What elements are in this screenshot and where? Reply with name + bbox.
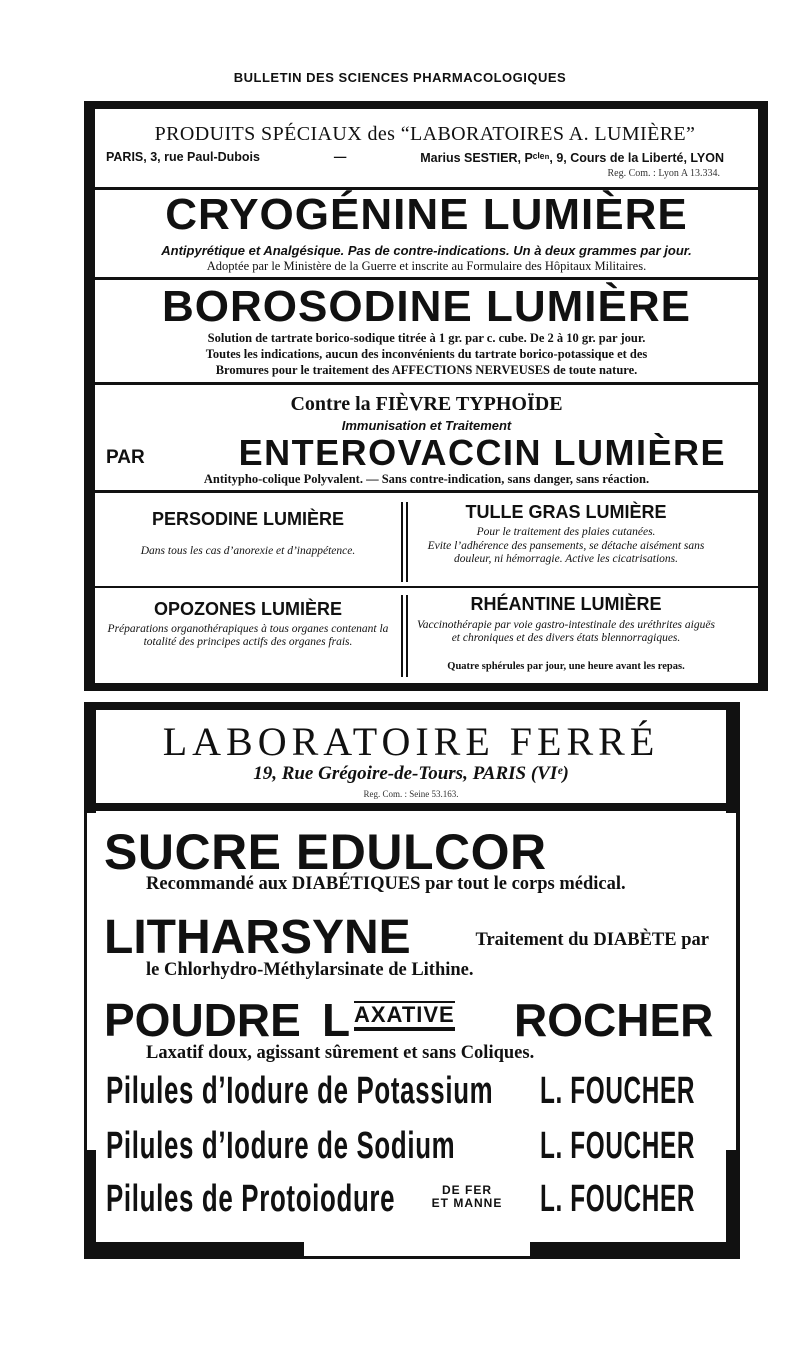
opozones-title: OPOZONES LUMIÈRE <box>153 599 342 619</box>
enterovaccin-subtitle: Antitypho-colique Polyvalent. — Sans contre-indication, sans danger, sans réaction. <box>203 472 650 486</box>
pilules-brand: L. FOUCHER <box>540 1178 696 1220</box>
par-label: PAR <box>106 447 145 468</box>
address-sestier: Marius SESTIER, Pᶜⁱᵉⁿ, 9, Cours de la Liberté, LYON <box>420 151 724 165</box>
fievre-typhoide-line: Contre la FIÈVRE TYPHOÏDE <box>290 393 563 415</box>
pilules-name: Pilules d’Iodure de Potassium <box>106 1070 494 1112</box>
rocher-word: ROCHER <box>514 994 714 1046</box>
pilules-brand-row <box>540 1125 782 1175</box>
frame-bar <box>84 1242 304 1259</box>
sucre-edulcor-desc: Recommandé aux DIABÉTIQUES par tout le corps médical. <box>146 874 626 894</box>
column-divider <box>406 502 408 582</box>
divider <box>95 586 758 588</box>
pilules-brand-row <box>540 1070 782 1120</box>
suffix-de-fer: DE FER <box>441 1183 492 1197</box>
ferre-title: LABORATOIRE FERRÉ <box>162 719 660 764</box>
pilules-name: Pilules d’Iodure de Sodium <box>106 1125 456 1167</box>
tulle-gras-title: TULLE GRAS LUMIÈRE <box>465 502 667 522</box>
ferre-address: 19, Rue Grégoire-de-Tours, PARIS (VIᵉ) <box>253 763 569 784</box>
cryogenine-title: CRYOGÉNINE LUMIÈRE <box>165 190 688 239</box>
rheantine-title: RHÉANTINE LUMIÈRE <box>470 594 662 614</box>
pilules-brand: L. FOUCHER <box>540 1070 696 1112</box>
borosodine-line3: Bromures pour le traitement des AFFECTIONS NERVEUSES de toute nature. <box>215 363 638 377</box>
frame-bar <box>84 703 96 813</box>
address-paris: PARIS, 3, rue Paul-Dubois <box>106 150 260 164</box>
running-header: BULLETIN DES SCIENCES PHARMACOLOGIQUES <box>233 70 567 85</box>
sucre-edulcor-title: SUCRE EDULCOR <box>104 824 547 880</box>
column-divider <box>401 502 403 582</box>
immunisation-line: Immunisation et Traitement <box>341 418 512 433</box>
pilules-brand-row <box>540 1178 782 1228</box>
litharsyne-desc-inline: Traitement du DIABÈTE par <box>475 930 709 950</box>
tulle-gras-desc1: Pour le traitement des plaies cutanées. <box>476 526 656 538</box>
lumiere-reg: Reg. Com. : Lyon A 13.334. <box>607 168 720 179</box>
rheantine-desc: Vaccinothérapie par voie gastro-intestinale des uréthrites aiguës et chroniques et des divers états blennorragiques. <box>417 619 715 644</box>
divider <box>96 803 726 811</box>
rheantine-dose: Quatre sphérules par jour, une heure avant les repas. <box>447 661 685 672</box>
produits-line: PRODUITS SPÉCIAUX des “LABORATOIRES A. LUMIÈRE” <box>154 123 696 145</box>
opozones-desc: Préparations organothérapiques à tous organes contenant la totalité des principes actifs des organes frais. <box>107 623 389 648</box>
litharsyne-title: LITHARSYNE <box>104 911 411 964</box>
tulle-gras-desc2: Evite l’adhérence des pansements, se détache aisément sans douleur, ni hémorragie. Active les cicatrisations. <box>427 540 705 565</box>
divider <box>95 277 758 280</box>
protoiodure-suffix <box>412 1184 522 1210</box>
borosodine-line2: Toutes les indications, aucun des inconvénients du tartrate borico-potassique et des <box>205 347 648 361</box>
cryogenine-adoption: Adoptée par le Ministère de la Guerre et inscrite au Formulaire des Hôpitaux Militaires. <box>206 259 647 273</box>
ferre-reg: Reg. Com. : Seine 53.163. <box>363 789 459 799</box>
column-divider <box>401 595 403 677</box>
pilules-brand: L. FOUCHER <box>540 1125 696 1167</box>
enterovaccin-title: ENTEROVACCIN LUMIÈRE <box>238 432 726 473</box>
poudre-desc: Laxatif doux, agissant sûrement et sans Coliques. <box>146 1043 535 1063</box>
frame-bar <box>84 702 740 710</box>
divider <box>95 382 758 385</box>
persodine-desc: Dans tous les cas d’anorexie et d’inappétence. <box>140 545 356 557</box>
address-dash: — <box>333 150 347 164</box>
frame-bar <box>530 1242 740 1259</box>
address-line <box>106 150 724 165</box>
column-divider <box>406 595 408 677</box>
laxative-axative: AXATIVE <box>354 1001 455 1031</box>
frame-bar <box>726 703 740 813</box>
ferre-frame <box>84 703 740 1259</box>
persodine-title: PERSODINE LUMIÈRE <box>151 509 345 529</box>
laxative-l: L <box>322 994 351 1046</box>
cryogenine-tagline: Antipyrétique et Analgésique. Pas de contre-indications. Un à deux grammes par jour. <box>161 243 692 258</box>
poudre-word: POUDRE <box>104 994 301 1046</box>
suffix-et-manne: ET MANNE <box>431 1196 503 1210</box>
borosodine-line1: Solution de tartrate borico-sodique titrée à 1 gr. par c. cube. De 2 à 10 gr. par jour. <box>207 331 646 345</box>
divider <box>95 490 758 493</box>
borosodine-title: BOROSODINE LUMIÈRE <box>162 282 691 331</box>
litharsyne-desc-line2: le Chlorhydro-Méthylarsinate de Lithine. <box>146 960 474 980</box>
pilules-name: Pilules de Protoiodure <box>106 1178 396 1220</box>
